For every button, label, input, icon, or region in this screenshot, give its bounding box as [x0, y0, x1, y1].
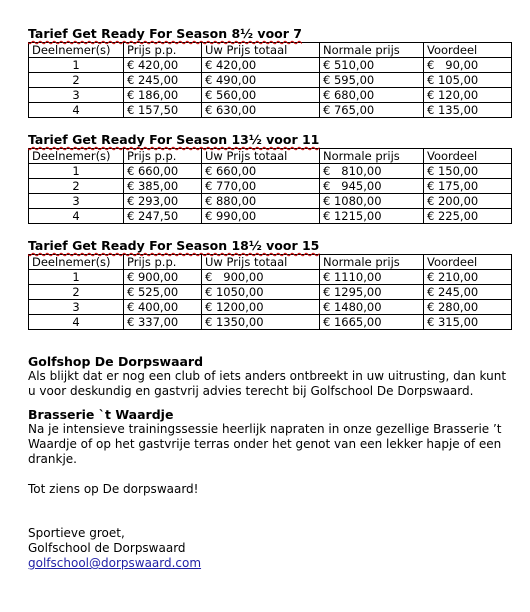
table-cell: € 560,00: [202, 88, 320, 103]
column-header: Normale prijs: [320, 149, 424, 164]
table-cell: € 660,00: [124, 164, 202, 179]
table-cell: € 595,00: [320, 73, 424, 88]
tariff-table: [28, 148, 512, 224]
table-cell: € 945,00: [320, 179, 424, 194]
table-cell: € 1080,00: [320, 194, 424, 209]
table-cell: € 490,00: [202, 73, 320, 88]
column-header: Normale prijs: [320, 43, 424, 58]
shop-section: [28, 354, 516, 399]
table-cell: € 420,00: [202, 58, 320, 73]
column-header: Uw Prijs totaal: [202, 149, 320, 164]
tariff-section: [28, 238, 516, 330]
farewell-text: Tot ziens op De dorpswaard!: [28, 482, 199, 496]
table-cell: € 315,00: [424, 315, 512, 330]
brasserie-section: [28, 407, 516, 467]
table-cell: € 510,00: [320, 58, 424, 73]
table-header-row: [29, 43, 512, 58]
table-cell: € 810,00: [320, 164, 424, 179]
table-cell: € 280,00: [424, 300, 512, 315]
shop-text: Als blijkt dat er nog een club of iets anders ontbreekt in uw uitrusting, dan kunt u voor deskundig en gastvrij advies terecht bij Golfschool De Dorpswaard.: [28, 369, 507, 398]
table-cell: 2: [29, 179, 124, 194]
table-cell: € 245,00: [124, 73, 202, 88]
table-cell: 4: [29, 315, 124, 330]
table-cell: € 120,00: [424, 88, 512, 103]
table-cell: € 1480,00: [320, 300, 424, 315]
table-cell: € 680,00: [320, 88, 424, 103]
table-row: [29, 103, 512, 118]
table-cell: 2: [29, 73, 124, 88]
table-cell: € 245,00: [424, 285, 512, 300]
greeting-text: Sportieve groet,: [28, 526, 125, 540]
tariff-title: Tarief Get Ready For Season 8½ voor 7: [28, 26, 302, 41]
table-header-row: [29, 255, 512, 270]
table-cell: € 660,00: [202, 164, 320, 179]
column-header: Prijs p.p.: [124, 255, 202, 270]
closing-section: [28, 482, 516, 571]
table-cell: € 293,00: [124, 194, 202, 209]
table-row: [29, 209, 512, 224]
document-page: [28, 26, 516, 571]
table-row: [29, 179, 512, 194]
column-header: Voordeel: [424, 43, 512, 58]
column-header: Deelnemer(s): [29, 149, 124, 164]
spacer: [28, 497, 516, 526]
table-cell: € 337,00: [124, 315, 202, 330]
table-cell: € 900,00: [202, 270, 320, 285]
table-cell: € 1215,00: [320, 209, 424, 224]
table-cell: € 1050,00: [202, 285, 320, 300]
table-cell: 3: [29, 88, 124, 103]
table-cell: 1: [29, 270, 124, 285]
column-header: Deelnemer(s): [29, 43, 124, 58]
table-cell: 4: [29, 209, 124, 224]
table-cell: 4: [29, 103, 124, 118]
column-header: Uw Prijs totaal: [202, 43, 320, 58]
table-cell: € 135,00: [424, 103, 512, 118]
table-cell: 3: [29, 194, 124, 209]
table-cell: € 1110,00: [320, 270, 424, 285]
column-header: Uw Prijs totaal: [202, 255, 320, 270]
tariff-section: [28, 26, 516, 118]
table-row: [29, 88, 512, 103]
table-cell: € 1295,00: [320, 285, 424, 300]
table-cell: € 175,00: [424, 179, 512, 194]
signature-text: Golfschool de Dorpswaard: [28, 541, 186, 555]
table-cell: € 990,00: [202, 209, 320, 224]
column-header: Deelnemer(s): [29, 255, 124, 270]
table-cell: € 765,00: [320, 103, 424, 118]
table-cell: € 225,00: [424, 209, 512, 224]
table-row: [29, 270, 512, 285]
table-cell: € 157,50: [124, 103, 202, 118]
table-cell: 1: [29, 58, 124, 73]
table-cell: € 525,00: [124, 285, 202, 300]
tariff-table: [28, 254, 512, 330]
tariff-title: Tarief Get Ready For Season 18½ voor 15: [28, 238, 320, 253]
tariff-table: [28, 42, 512, 118]
table-cell: € 1665,00: [320, 315, 424, 330]
column-header: Prijs p.p.: [124, 43, 202, 58]
table-cell: € 1350,00: [202, 315, 320, 330]
table-row: [29, 285, 512, 300]
tariff-section: [28, 132, 516, 224]
table-cell: € 247,50: [124, 209, 202, 224]
brasserie-text: Na je intensieve trainingssessie heerlijk napraten in onze gezellige Brasserie ’t Waardje of op het gastvrije terras onder het genot van een lekker hapje of een drankje.: [28, 422, 502, 466]
table-header-row: [29, 149, 512, 164]
column-header: Prijs p.p.: [124, 149, 202, 164]
column-header: Normale prijs: [320, 255, 424, 270]
table-cell: € 200,00: [424, 194, 512, 209]
table-cell: € 630,00: [202, 103, 320, 118]
table-cell: € 900,00: [124, 270, 202, 285]
table-cell: 1: [29, 164, 124, 179]
table-row: [29, 194, 512, 209]
table-cell: € 880,00: [202, 194, 320, 209]
column-header: Voordeel: [424, 149, 512, 164]
tariff-sections: [28, 26, 516, 330]
table-row: [29, 164, 512, 179]
table-cell: € 105,00: [424, 73, 512, 88]
table-row: [29, 315, 512, 330]
email-link[interactable]: golfschool@dorpswaard.com: [28, 556, 202, 570]
table-cell: 3: [29, 300, 124, 315]
table-cell: € 90,00: [424, 58, 512, 73]
column-header: Voordeel: [424, 255, 512, 270]
table-cell: € 420,00: [124, 58, 202, 73]
table-row: [29, 73, 512, 88]
table-cell: € 770,00: [202, 179, 320, 194]
tariff-title: Tarief Get Ready For Season 13½ voor 11: [28, 132, 320, 147]
table-row: [29, 300, 512, 315]
table-cell: € 1200,00: [202, 300, 320, 315]
table-cell: € 400,00: [124, 300, 202, 315]
table-cell: 2: [29, 285, 124, 300]
table-row: [29, 58, 512, 73]
table-cell: € 186,00: [124, 88, 202, 103]
table-cell: € 385,00: [124, 179, 202, 194]
table-cell: € 150,00: [424, 164, 512, 179]
shop-heading: Golfshop De Dorpswaard: [28, 354, 204, 369]
brasserie-heading: Brasserie `t Waardje: [28, 407, 174, 422]
table-cell: € 210,00: [424, 270, 512, 285]
